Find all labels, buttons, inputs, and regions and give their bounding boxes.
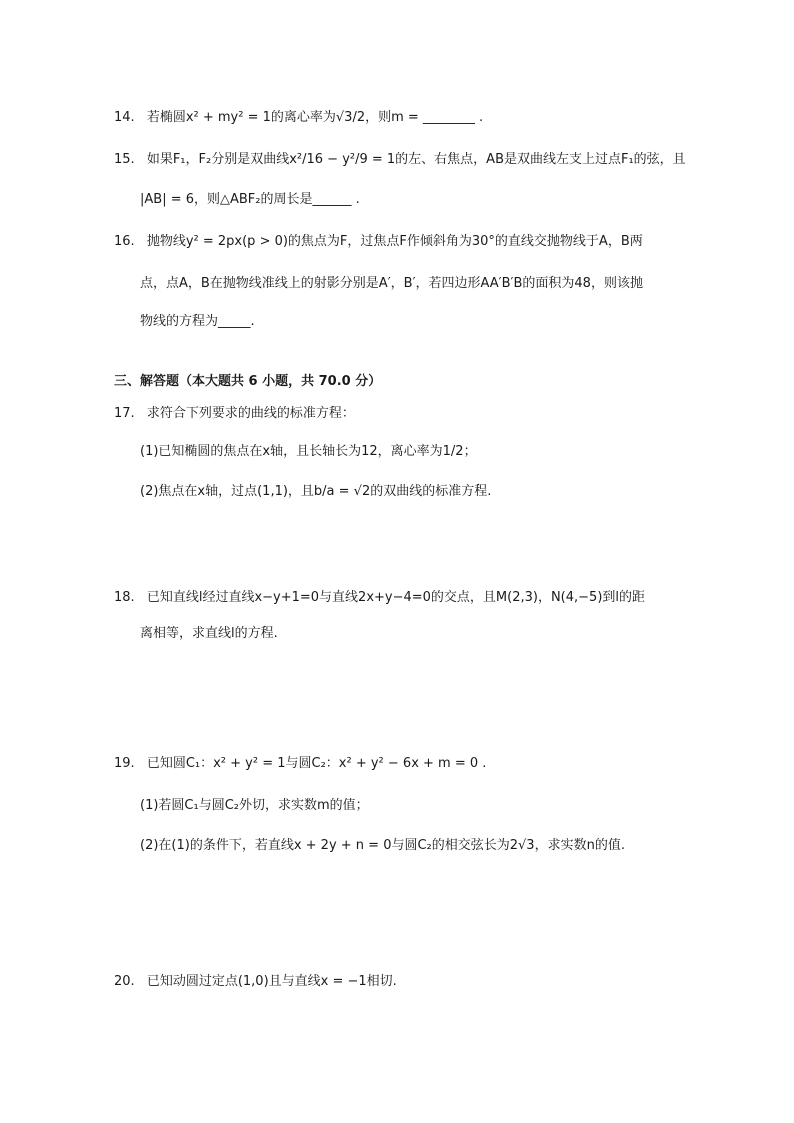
question-16 [114,232,643,252]
question-17-part-1 [140,442,477,462]
part-text: (2)焦点在x轴，过点(1,1)，且b/a = √2的双曲线的标准方程. [140,484,492,499]
question-16-continuation-2 [140,312,255,332]
part-text: (2)在(1)的条件下，若直线x + 2y + n = 0与圆C₂的相交弦长为2√3，求实数n的值. [140,838,625,853]
question-17 [114,404,355,424]
question-17-part-2 [140,482,491,502]
question-number: 18. [114,590,135,605]
part-text: (1)若圆C₁与圆C₂外切，求实数m的值； [140,798,369,813]
question-number: 16. [114,234,135,249]
question-number: 17. [114,406,135,421]
question-text-line-1: 抛物线y² = 2px(p > 0)的焦点为F，过焦点F作倾斜角为30°的直线交抛物线于A，B两 [146,234,643,249]
question-number: 15. [114,152,135,167]
question-text: 已知动圆过定点(1,0)且与直线x = −1相切. [146,974,397,989]
question-text: 已知圆C₁：x² + y² = 1与圆C₂：x² + y² − 6x + m = 0 . [146,756,487,771]
question-text-line-2: |AB| = 6，则△ABF₂的周长是______ . [140,192,360,207]
question-18-continuation [140,624,278,644]
question-15-continuation [140,190,360,210]
question-19 [114,754,486,774]
question-19-part-1 [140,796,369,816]
question-text: 若椭圆x² + my² = 1的离心率为√3/2，则m = ________ . [146,110,484,125]
section-heading [114,372,381,392]
question-text-line-1: 如果F₁，F₂分别是双曲线x²/16 − y²/9 = 1的左、右焦点，AB是双曲线左支上过点F₁的弦，且 [146,152,686,167]
question-number: 20. [114,974,135,989]
question-text: 求符合下列要求的曲线的标准方程： [146,406,355,421]
question-15 [114,150,686,170]
part-text: (1)已知椭圆的焦点在x轴，且长轴长为12，离心率为1/2； [140,444,477,459]
question-text-line-3: 物线的方程为_____. [140,314,255,329]
question-text-line-1: 已知直线l经过直线x−y+1=0与直线2x+y−4=0的交点，且M(2,3)，N(4,−5)到l的距 [146,590,646,605]
question-number: 14. [114,110,135,125]
question-20 [114,972,397,992]
question-14 [114,108,483,128]
question-18 [114,588,645,608]
question-text-line-2: 离相等，求直线l的方程. [140,626,278,641]
question-number: 19. [114,756,135,771]
question-16-continuation-1 [140,274,643,294]
section-title: 三、解答题（本大题共 6 小题，共 70.0 分） [114,374,382,389]
question-text-line-2: 点，点A，B在抛物线准线上的射影分别是A′，B′，若四边形AA′B′B的面积为48，则该抛 [140,276,643,291]
question-19-part-2 [140,836,625,856]
